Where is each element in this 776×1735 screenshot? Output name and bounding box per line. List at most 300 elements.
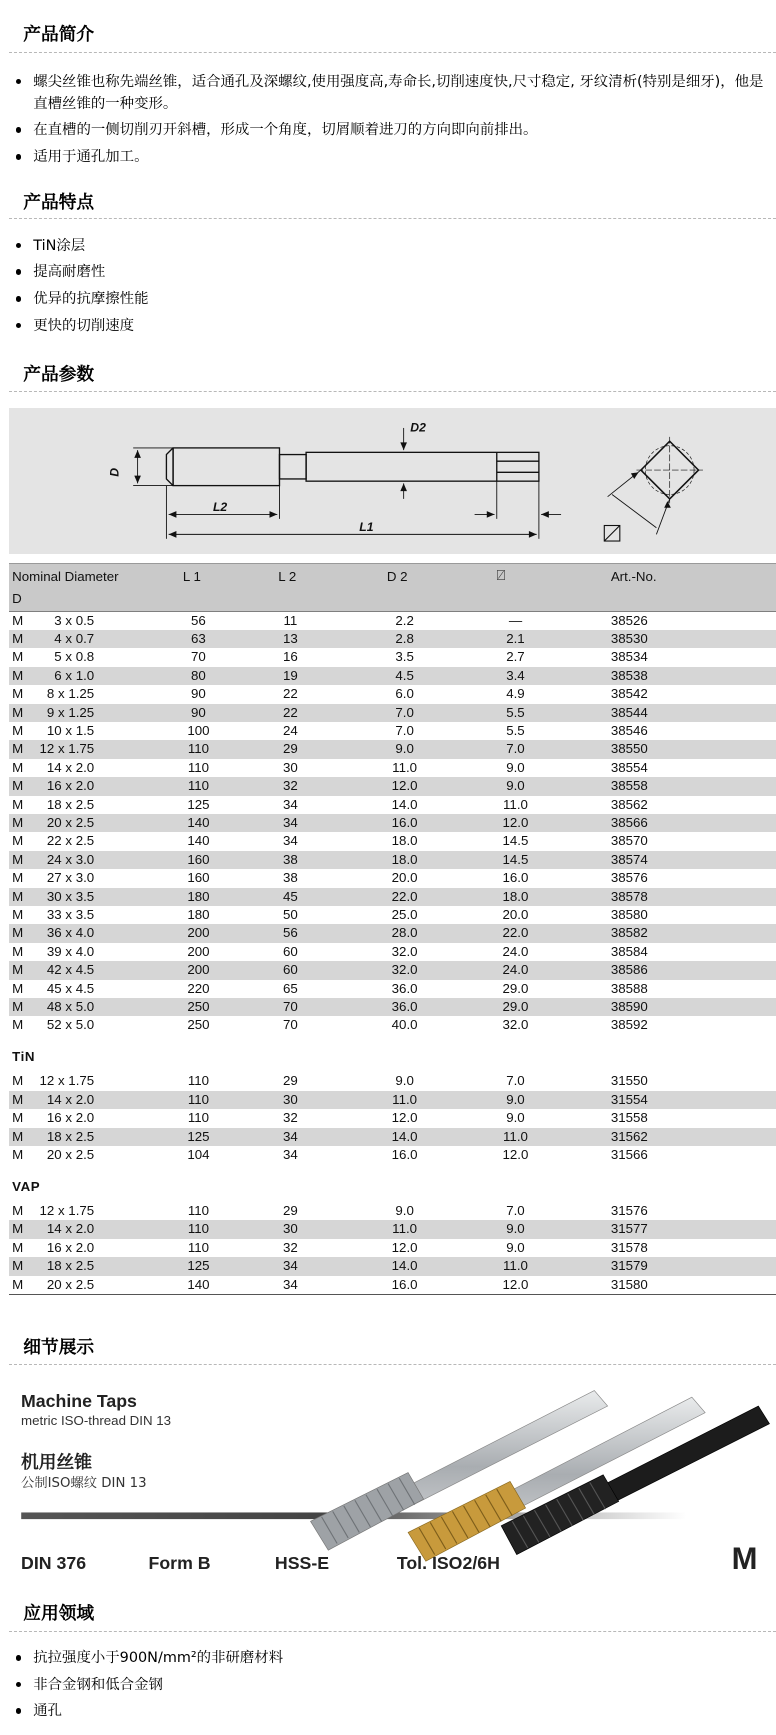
table-row [9, 1220, 776, 1238]
cell-nominal-size: 8 x 1.25 [46, 686, 95, 702]
cell-d2: 11.0 [392, 1091, 418, 1107]
cell-square: 2.7 [506, 649, 525, 665]
cell-l1: 70 [191, 649, 206, 665]
table-row [9, 851, 776, 869]
cell-art-no: 38584 [610, 943, 648, 959]
cell-art-no: 31554 [610, 1091, 648, 1107]
table-row [9, 759, 776, 777]
feature-item: TiN涂层 [0, 233, 776, 260]
cell-l1: 110 [187, 1221, 210, 1237]
table-row [9, 1091, 776, 1109]
cell-thread-type: M [12, 704, 24, 720]
cell-nominal-size: 20 x 2.5 [46, 814, 95, 830]
cell-l2: 50 [283, 906, 298, 922]
spec-tolerance: Tol. ISO2/6H [396, 1553, 500, 1574]
group-label-text: VAP [12, 1178, 41, 1194]
cell-square: 20.0 [502, 906, 529, 922]
cell-nominal-size: 3 x 0.5 [54, 612, 95, 628]
table-row [9, 998, 776, 1016]
cell-d2: 3.5 [395, 649, 414, 665]
cell-l2: 34 [283, 814, 298, 830]
cell-l1: 80 [191, 667, 206, 683]
cell-l2: 22 [283, 686, 298, 702]
application-item: 非合金钢和低合金钢 [0, 1672, 776, 1699]
intro-item: 在直槽的一侧切削刃开斜槽，形成一个角度，切屑顺着进刀的方向即向前排出。 [0, 117, 776, 144]
cell-nominal-size: 16 x 2.0 [46, 1239, 95, 1255]
feature-item: 优异的抗摩擦性能 [0, 286, 776, 313]
cell-art-no: 31580 [610, 1276, 648, 1292]
cell-art-no: 38554 [610, 759, 648, 775]
cell-l2: 19 [283, 667, 298, 683]
cell-square: 7.0 [506, 1073, 525, 1089]
table-row [9, 648, 776, 666]
cell-art-no: 31558 [610, 1110, 648, 1126]
cell-nominal-size: 20 x 2.5 [46, 1276, 95, 1292]
header-d2: D 2 [386, 568, 408, 584]
cell-square: 18.0 [502, 888, 529, 904]
cell-d2: 9.0 [395, 1203, 414, 1218]
cell-nominal-size: 4 x 0.7 [54, 631, 95, 647]
cell-d2: 18.0 [391, 851, 418, 867]
cell-art-no: 38550 [610, 741, 648, 757]
cell-nominal-size: 42 x 4.5 [46, 962, 95, 978]
cell-art-no: 38530 [610, 631, 648, 647]
cell-l2: 34 [283, 796, 298, 812]
header-nominal: Nominal Diameter [12, 568, 119, 584]
cell-d2: 28.0 [391, 925, 418, 941]
table-row [9, 667, 776, 685]
cell-nominal-size: 6 x 1.0 [54, 667, 95, 683]
cell-l2: 29 [283, 741, 298, 757]
cell-d2: 36.0 [391, 980, 418, 996]
cell-thread-type: M [12, 667, 24, 683]
section-divider [9, 391, 776, 392]
cell-art-no: 31550 [610, 1073, 648, 1089]
cell-l2: 32 [283, 778, 298, 794]
cell-art-no: 38576 [610, 870, 648, 886]
banner-subtitle: metric ISO-thread DIN 13 [21, 1413, 172, 1429]
cell-art-no: 38592 [610, 1017, 648, 1033]
cell-d2: 6.0 [395, 686, 414, 702]
cell-art-no: 38590 [610, 998, 648, 1014]
intro-list [0, 69, 776, 171]
cell-art-no: 38570 [610, 833, 648, 849]
table-row [9, 722, 776, 740]
cell-d2: 20.0 [391, 870, 418, 886]
cell-thread-type: M [12, 870, 24, 886]
cell-square: 9.0 [506, 1239, 525, 1255]
cell-nominal-size: 9 x 1.25 [46, 704, 95, 720]
cell-l2: 60 [283, 962, 298, 978]
cell-square: 16.0 [502, 870, 529, 886]
cell-nominal-size: 14 x 2.0 [46, 759, 95, 775]
feature-item: 更快的切削速度 [0, 313, 776, 340]
cell-l1: 220 [187, 980, 210, 996]
cell-nominal-size: 33 x 3.5 [46, 906, 95, 922]
cell-l2: 60 [283, 943, 298, 959]
cell-square: — [508, 612, 523, 628]
cell-l2: 34 [283, 1258, 298, 1274]
dim-label-l1: L1 [359, 520, 374, 535]
header-nominal-sub: D [12, 590, 22, 606]
intro-item: 螺尖丝锥也称先端丝锥，适合通孔及深螺纹,使用强度高,寿命长,切削速度快,尺寸稳定, 牙纹清析(特别是细牙)，他是直槽丝锥的一种变形。 [0, 69, 776, 118]
cell-l2: 16 [283, 649, 298, 665]
cell-thread-type: M [12, 796, 24, 812]
cell-nominal-size: 18 x 2.5 [46, 1128, 95, 1144]
cell-nominal-size: 24 x 3.0 [46, 851, 95, 867]
cell-l1: 110 [187, 741, 210, 757]
cell-d2: 14.0 [391, 1258, 418, 1274]
cell-nominal-size: 22 x 2.5 [46, 833, 95, 849]
table-row [9, 1128, 776, 1146]
section-divider [9, 1631, 776, 1632]
cell-nominal-size: 10 x 1.5 [46, 723, 95, 739]
cell-square: 29.0 [502, 980, 529, 996]
cell-thread-type: M [12, 906, 24, 922]
cell-nominal-size: 27 x 3.0 [46, 870, 95, 886]
cell-square: 7.0 [506, 741, 525, 757]
table-row [9, 796, 776, 814]
cell-l1: 90 [191, 686, 206, 702]
banner-title-cn: 机用丝锥 [21, 1452, 92, 1473]
table-row [9, 814, 776, 832]
cell-l1: 110 [187, 1091, 210, 1107]
cell-art-no: 38582 [610, 925, 648, 941]
spec-material: HSS-E [274, 1553, 330, 1574]
table-row [9, 740, 776, 758]
cell-square: 24.0 [502, 962, 529, 978]
cell-thread-type: M [12, 851, 24, 867]
intro-item: 适用于通孔加工。 [0, 144, 776, 171]
cell-d2: 16.0 [391, 1276, 418, 1292]
cell-square: 7.0 [506, 1203, 525, 1218]
features-list [0, 233, 776, 339]
cell-d2: 14.0 [391, 796, 418, 812]
table-bottom-rule [9, 1294, 776, 1295]
spec-din: DIN 376 [21, 1553, 87, 1574]
cell-l1: 200 [187, 962, 210, 978]
table-row [9, 980, 776, 998]
cell-l2: 45 [283, 888, 298, 904]
cell-l2: 70 [283, 1017, 298, 1033]
cell-d2: 7.0 [395, 704, 414, 720]
cell-art-no: 38586 [610, 962, 648, 978]
cell-d2: 12.0 [391, 778, 418, 794]
header-l2: L 2 [278, 568, 297, 584]
cell-l1: 140 [187, 1276, 210, 1292]
cell-square: 11.0 [503, 1128, 528, 1144]
cell-square: 12.0 [502, 1146, 529, 1162]
table-row [9, 924, 776, 942]
cell-art-no: 38580 [610, 906, 648, 922]
table-row [9, 1276, 776, 1294]
cell-thread-type: M [12, 1128, 24, 1144]
cell-l1: 125 [187, 1128, 210, 1144]
cell-l1: 125 [187, 796, 210, 812]
tap-dimension-diagram [9, 408, 776, 554]
cell-thread-type: M [12, 741, 24, 757]
cell-l1: 125 [187, 1258, 210, 1274]
cell-l1: 200 [187, 925, 210, 941]
cell-art-no: 31576 [610, 1203, 648, 1218]
cell-square: 9.0 [506, 759, 525, 775]
cell-d2: 25.0 [391, 906, 418, 922]
cell-nominal-size: 45 x 4.5 [46, 980, 95, 996]
cell-square: 5.5 [506, 723, 525, 739]
table-group-label [9, 1035, 776, 1073]
parameter-table [9, 563, 776, 1295]
cell-d2: 32.0 [391, 962, 418, 978]
cell-l1: 90 [191, 704, 206, 720]
cell-l2: 70 [283, 998, 298, 1014]
cell-thread-type: M [12, 649, 24, 665]
cell-nominal-size: 14 x 2.0 [46, 1221, 95, 1237]
cell-d2: 18.0 [391, 833, 418, 849]
cell-nominal-size: 30 x 3.5 [46, 888, 95, 904]
cell-square: 11.0 [503, 796, 528, 812]
cell-d2: 2.8 [395, 631, 414, 647]
cell-d2: 11.0 [392, 759, 418, 775]
cell-square: 24.0 [502, 943, 529, 959]
spec-form: Form B [148, 1553, 211, 1574]
cell-l1: 104 [187, 1146, 210, 1162]
cell-thread-type: M [12, 1203, 24, 1218]
section-title-features: 产品特点 [23, 192, 95, 213]
cell-art-no: 38534 [610, 649, 648, 665]
cell-art-no: 38526 [610, 612, 648, 628]
cell-art-no: 31577 [610, 1221, 648, 1237]
cell-square: 3.4 [506, 667, 525, 683]
section-title-applications: 应用领域 [23, 1603, 95, 1624]
cell-nominal-size: 16 x 2.0 [46, 1110, 95, 1126]
cell-nominal-size: 18 x 2.5 [46, 796, 95, 812]
cell-l2: 32 [283, 1239, 298, 1255]
cell-nominal-size: 14 x 2.0 [46, 1091, 95, 1107]
table-row [9, 869, 776, 887]
cell-l1: 160 [187, 870, 210, 886]
table-row [9, 943, 776, 961]
table-row [9, 1239, 776, 1257]
table-row [9, 704, 776, 722]
cell-square: 14.5 [502, 851, 529, 867]
cell-d2: 9.0 [395, 741, 414, 757]
cell-nominal-size: 36 x 4.0 [46, 925, 95, 941]
cell-l2: 56 [283, 925, 298, 941]
machine-taps-banner [9, 1375, 776, 1597]
cell-thread-type: M [12, 759, 24, 775]
banner-title: Machine Taps [21, 1391, 137, 1412]
cell-thread-type: M [12, 1073, 24, 1089]
table-row [9, 1257, 776, 1275]
cell-l2: 34 [283, 833, 298, 849]
cell-l1: 110 [187, 759, 210, 775]
cell-thread-type: M [12, 998, 24, 1014]
section-divider [9, 1364, 776, 1365]
cell-l2: 30 [283, 1221, 298, 1237]
application-item: 抗拉强度小于900N/mm²的非研磨材料 [0, 1645, 776, 1672]
cell-l1: 250 [187, 1017, 210, 1033]
section-title-details: 细节展示 [23, 1337, 95, 1358]
cell-d2: 14.0 [391, 1128, 418, 1144]
cell-l1: 160 [187, 851, 210, 867]
cell-art-no: 31562 [610, 1128, 648, 1144]
cell-square: 5.5 [506, 704, 525, 720]
cell-thread-type: M [12, 1146, 24, 1162]
cell-art-no: 38558 [610, 778, 648, 794]
cell-thread-type: M [12, 723, 24, 739]
cell-thread-type: M [12, 814, 24, 830]
cell-thread-type: M [12, 833, 24, 849]
cell-l2: 38 [283, 851, 298, 867]
cell-l1: 110 [187, 1073, 210, 1089]
cell-thread-type: M [12, 925, 24, 941]
cell-l2: 30 [283, 1091, 298, 1107]
section-divider [9, 218, 776, 219]
section-title-intro: 产品简介 [23, 25, 95, 46]
table-body [9, 612, 776, 1294]
table-header [9, 563, 776, 612]
table-row [9, 1146, 776, 1164]
cell-nominal-size: 20 x 2.5 [46, 1146, 95, 1162]
section-title-params: 产品参数 [23, 364, 95, 385]
cell-l2: 30 [283, 759, 298, 775]
header-square-icon: ⍁ [496, 567, 506, 584]
cell-l2: 38 [283, 870, 298, 886]
cell-nominal-size: 16 x 2.0 [46, 778, 95, 794]
dim-label-l2: L2 [212, 500, 228, 515]
cell-l1: 110 [187, 778, 210, 794]
dim-label-d: D [107, 467, 122, 477]
cell-art-no: 38544 [610, 704, 648, 720]
cell-l2: 34 [283, 1276, 298, 1292]
cell-thread-type: M [12, 980, 24, 996]
applications-list [0, 1645, 776, 1725]
cell-l1: 180 [187, 906, 210, 922]
cell-d2: 40.0 [391, 1017, 418, 1033]
cell-l1: 180 [187, 888, 210, 904]
cell-l1: 110 [187, 1203, 210, 1218]
cell-l1: 56 [191, 612, 206, 628]
table-row [9, 630, 776, 648]
cell-nominal-size: 48 x 5.0 [46, 998, 95, 1014]
cell-thread-type: M [12, 1239, 24, 1255]
cell-l2: 11 [283, 612, 298, 628]
cell-nominal-size: 39 x 4.0 [46, 943, 95, 959]
cell-l2: 29 [283, 1203, 298, 1218]
cell-art-no: 31579 [610, 1258, 648, 1274]
cell-thread-type: M [12, 943, 24, 959]
cell-thread-type: M [12, 1110, 24, 1126]
table-row [9, 1016, 776, 1034]
cell-l2: 22 [283, 704, 298, 720]
group-label-text: TiN [12, 1049, 36, 1065]
cell-thread-type: M [12, 962, 24, 978]
cell-d2: 22.0 [391, 888, 418, 904]
cell-nominal-size: 12 x 1.75 [39, 741, 95, 757]
cell-thread-type: M [12, 1017, 24, 1033]
cell-square: 22.0 [502, 925, 529, 941]
table-group-label [9, 1164, 776, 1202]
banner-subtitle-cn: 公制ISO螺纹 DIN 13 [21, 1476, 147, 1492]
cell-square: 9.0 [506, 1091, 525, 1107]
cell-square: 9.0 [506, 778, 525, 794]
cell-d2: 12.0 [391, 1239, 418, 1255]
cell-thread-type: M [12, 1221, 24, 1237]
cell-d2: 4.5 [395, 667, 414, 683]
cell-thread-type: M [12, 686, 24, 702]
application-item: 通孔 [0, 1698, 776, 1725]
dim-label-d2: D2 [410, 420, 426, 435]
cell-d2: 11.0 [392, 1221, 418, 1237]
cell-thread-type: M [12, 612, 24, 628]
cell-thread-type: M [12, 888, 24, 904]
banner-letter: M [731, 1540, 758, 1576]
cell-thread-type: M [12, 1258, 24, 1274]
cell-l1: 140 [187, 833, 210, 849]
cell-l1: 100 [187, 723, 210, 739]
cell-square: 29.0 [502, 998, 529, 1014]
cell-art-no: 31566 [610, 1146, 648, 1162]
cell-square: 9.0 [506, 1221, 525, 1237]
cell-l1: 110 [187, 1239, 210, 1255]
cell-d2: 9.0 [395, 1073, 414, 1089]
cell-d2: 32.0 [391, 943, 418, 959]
cell-art-no: 38546 [610, 723, 648, 739]
cell-thread-type: M [12, 1091, 24, 1107]
cell-l2: 29 [283, 1073, 298, 1089]
table-row [9, 777, 776, 795]
header-l1: L 1 [182, 568, 201, 584]
cell-l2: 24 [283, 723, 298, 739]
cell-art-no: 38538 [610, 667, 648, 683]
cell-square: 12.0 [502, 1276, 529, 1292]
cell-thread-type: M [12, 1276, 24, 1292]
cell-square: 14.5 [502, 833, 529, 849]
cell-square: 32.0 [502, 1017, 529, 1033]
cell-l1: 110 [187, 1110, 210, 1126]
cell-d2: 12.0 [391, 1110, 418, 1126]
cell-l1: 140 [187, 814, 210, 830]
table-row [9, 685, 776, 703]
tap-drawing [9, 408, 776, 554]
cell-art-no: 38562 [610, 796, 648, 812]
cell-l2: 32 [283, 1110, 298, 1126]
table-row [9, 1202, 776, 1220]
cell-l1: 200 [187, 943, 210, 959]
cell-nominal-size: 5 x 0.8 [54, 649, 95, 665]
cell-l1: 250 [187, 998, 210, 1014]
cell-nominal-size: 12 x 1.75 [39, 1203, 95, 1218]
cell-square: 9.0 [506, 1110, 525, 1126]
cell-l2: 65 [283, 980, 298, 996]
header-art-no: Art.-No. [610, 568, 657, 584]
cell-art-no: 38566 [610, 814, 648, 830]
cell-art-no: 31578 [610, 1239, 648, 1255]
cell-square: 12.0 [502, 814, 529, 830]
cell-thread-type: M [12, 778, 24, 794]
cell-l2: 34 [283, 1146, 298, 1162]
cell-l1: 63 [191, 631, 206, 647]
cell-art-no: 38542 [610, 686, 648, 702]
cell-d2: 2.2 [395, 612, 414, 628]
cell-square: 4.9 [506, 686, 525, 702]
table-row [9, 832, 776, 850]
cell-thread-type: M [12, 631, 24, 647]
cell-square: 11.0 [503, 1258, 528, 1274]
feature-item: 提高耐磨性 [0, 259, 776, 286]
table-row [9, 961, 776, 979]
cell-d2: 16.0 [391, 814, 418, 830]
